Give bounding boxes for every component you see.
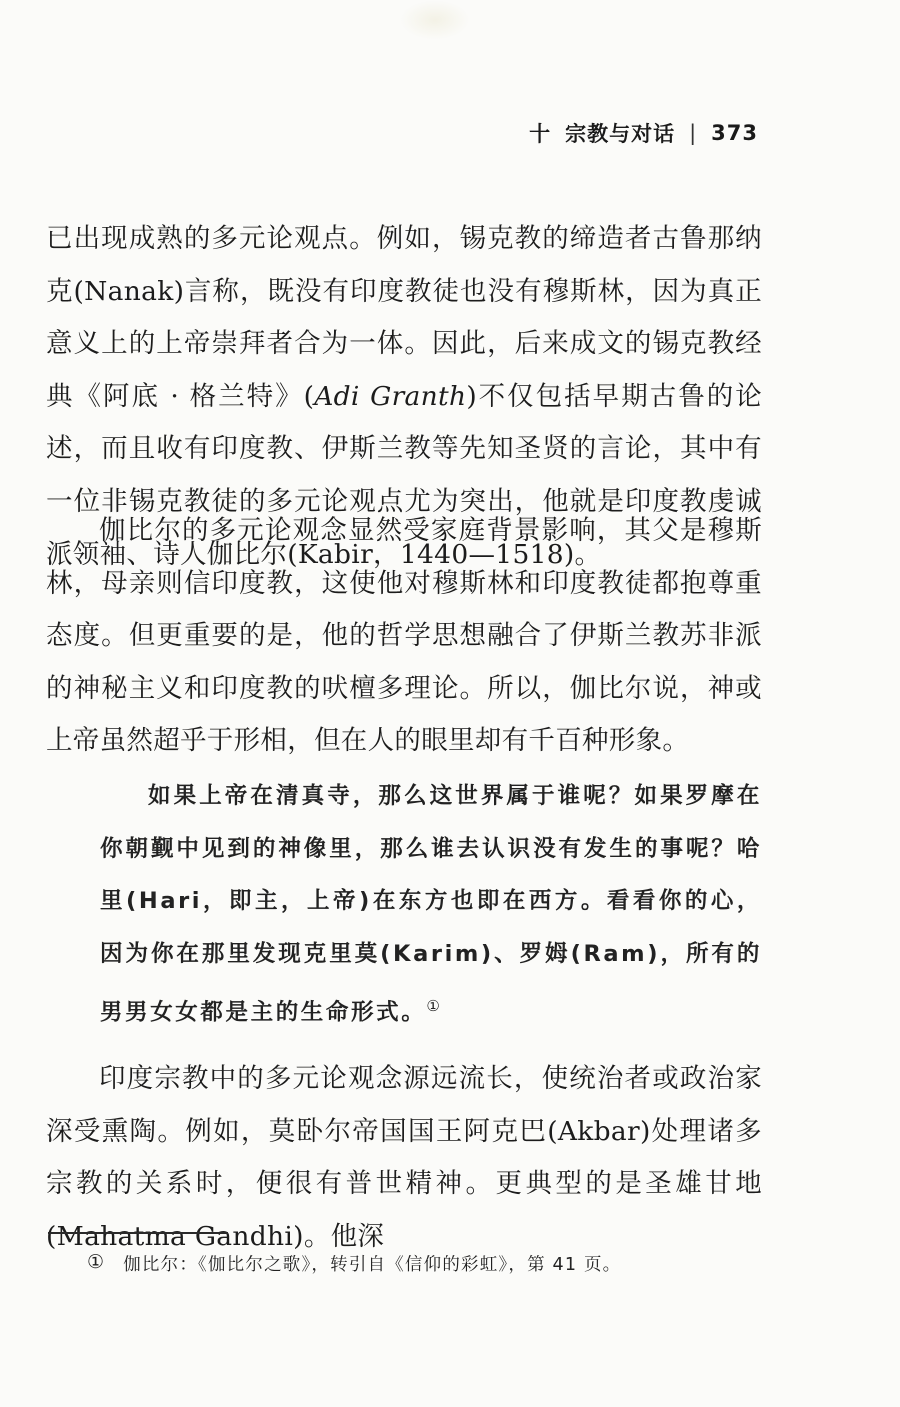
- chapter-title: 宗教与对话: [565, 122, 676, 146]
- header-separator: |: [689, 121, 698, 145]
- chapter-number: 十: [529, 122, 552, 146]
- block-quote-text: 如果上帝在清真寺，那么这世界属于谁呢？如果罗摩在你朝觐中见到的神像里，那么谁去认识没有发生的事呢？哈里(Hari，即主，上帝)在东方也即在西方。看看你的心，因为你在那里发现克里莫(Karim)、罗姆(Ram)，所有的男男女女都是主的生命形式。: [100, 783, 762, 1026]
- footnote-number: ①: [87, 1251, 106, 1273]
- paragraph-1-text-b: )不仅包括早期古鲁的论述，而且收有印度教、伊斯兰教等先知圣贤的言论，其中有一位非锡克教徒的多元论观点尤为突出，他就是印度教虔诚派领袖、诗人伽比尔(Kabir，1440—1518)。: [46, 380, 762, 570]
- footnote-reference[interactable]: ①: [426, 997, 443, 1016]
- paragraph-2-text: 伽比尔的多元论观念显然受家庭背景影响，其父是穆斯林，母亲则信印度教，这使他对穆斯林和印度教徒都抱尊重态度。但更重要的是，他的哲学思想融合了伊斯兰教苏非派的神秘主义和印度教的吠檀多理论。所以，伽比尔说，神或上帝虽然超乎于形相，但在人的眼里却有千百种形象。: [46, 515, 762, 757]
- footnote-text: 伽比尔：《伽比尔之歌》，转引自《信仰的彩虹》，第 41 页。: [123, 1255, 622, 1275]
- paragraph-2: [46, 505, 762, 768]
- block-quote: [100, 770, 762, 1039]
- paragraph-1-italic-title: Adi Granth: [314, 380, 467, 412]
- paragraph-3-text: 印度宗教中的多元论观念源远流长，使统治者或政治家深受熏陶。例如，莫卧尔帝国国王阿克巴(Akbar)处理诸多宗教的关系时，便很有普世精神。更典型的是圣雄甘地(Mahatma Gandhi)。他深: [46, 1063, 762, 1252]
- page-number: 373: [711, 121, 758, 145]
- paper-smudge: [400, 0, 470, 40]
- paragraph-1-text-a: 已出现成熟的多元论观点。例如，锡克教的缔造者古鲁那纳克(Nanak)言称，既没有印度教徒也没有穆斯林，因为真正意义上的上帝崇拜者合为一体。因此，后来成文的锡克教经典《阿底 · 格兰特》(: [46, 223, 762, 412]
- footnote-divider: [48, 1232, 228, 1234]
- running-header: [529, 118, 758, 148]
- footnote: [87, 1251, 621, 1276]
